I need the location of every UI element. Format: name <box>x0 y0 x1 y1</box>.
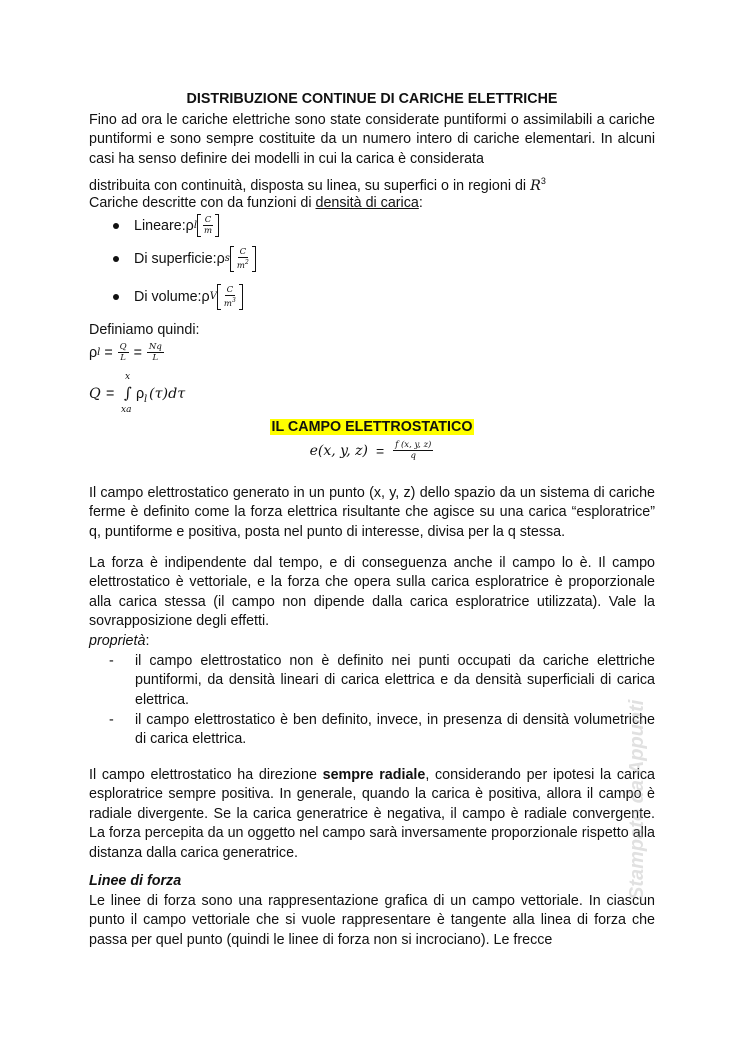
density-item-volume: Di volume: ρ V $\frac{C}{m^3}$ <box>113 284 243 310</box>
unit-bracket: $\frac{C}{m}$ <box>197 214 219 237</box>
bullet-icon <box>113 223 119 229</box>
charge-integral-equation: Q = x ∫ xa ρ l (τ)dτ <box>89 372 186 415</box>
bullet-icon <box>113 256 119 262</box>
density-term: densità di carica <box>315 195 419 211</box>
intro-paragraph: Fino ad ora le cariche elettriche sono state considerate puntiformi o assimilabili a cariche puntiformi e sono sempre costituite da un numero intero di cariche elementari. In alcuni casi ha senso definire dei modelli in cui la carica è considerata <box>89 112 655 167</box>
density-item-surface: Di superficie: ρ s $\frac{C}{m^2}$ <box>113 246 256 272</box>
bullet-icon <box>113 294 119 300</box>
section-title-wrap <box>89 419 655 435</box>
paragraph-field-properties: La forza è indipendente dal tempo, e di conseguenza anche il campo lo è. Il campo elettrostatico è vettoriale, e la forza che opera sulla carica esploratrice è proporzionale alla carica stessa (il campo non dipende dalla carica esploratrice utilizzata). Vale la sovrapposizione degli effetti. <box>89 555 655 630</box>
paragraph-radial-direction: Il campo elettrostatico ha direzione sempre radiale, considerando per ipotesi la carica esploratrice sempre positiva. In generale, quando la carica è positiva, allora il campo è radiale divergente. Se la carica generatrice è negativa, il campo è radiale convergente. La forza percepita da un oggetto nel campo sarà inversamente proporzionale rispetto alla distanza dalla carica generatrice. <box>89 767 655 861</box>
linear-density-equation: ρ l = $\frac{Q}{L}$ = $\frac{Nq}{L}$ <box>89 342 162 363</box>
section-title-campo: IL CAMPO ELETTROSTATICO <box>271 419 473 435</box>
paragraph-field-lines: Le linee di forza sono una rappresentazione grafica di un campo vettoriale. In ciascun punto il campo vettoriale che si vuole rappresentare è tangente alla linea di forza che passa per quel punto (quindi le linee di forza non si incrociano). Le frecce <box>89 893 655 948</box>
watermark: Stampato da Appunti <box>626 699 648 900</box>
page-title: DISTRIBUZIONE CONTINUE DI CARICHE ELETTRICHE <box>186 91 558 107</box>
r-exponent: 3 <box>540 176 546 186</box>
intro-last-line: distribuita con continuità, disposta su linea, su superfici o in regioni di $R^3$ <box>89 176 546 194</box>
unit-bracket: $\frac{C}{m^2}$ <box>230 246 256 272</box>
density-item-linear: Lineare: ρ l $\frac{C}{m}$ <box>113 214 219 237</box>
properties-label: proprietà: <box>89 633 150 649</box>
property-item: - il campo elettrostatico è ben definito, invece, in presenza di densità volumetriche di carica elettrica. <box>109 712 655 748</box>
paragraph-field-definition: Il campo elettrostatico generato in un punto (x, y, z) dello spazio da un sistema di cariche ferme è definito come la forza elettrica risultante che agisce su una carica “esploratrice” q, puntiforme e positiva, posta nel punto di interesse, divisa per la q stessa. <box>89 485 655 540</box>
section-title-linee: Linee di forza <box>89 873 182 889</box>
density-intro: Cariche descritte con da funzioni di densità di carica: <box>89 195 423 211</box>
field-equation: e(x, y, z) = $\frac{f (x, y, z)}{q}$ <box>309 440 432 461</box>
property-item: - il campo elettrostatico non è definito nei punti occupati da cariche elettriche puntiformi, da densità lineari di carica elettrica e da densità superficiali di carica elettrica. <box>109 653 655 708</box>
r-symbol: R <box>530 177 541 194</box>
define-label: Definiamo quindi: <box>89 322 200 338</box>
unit-bracket: $\frac{C}{m^3}$ <box>217 284 243 310</box>
